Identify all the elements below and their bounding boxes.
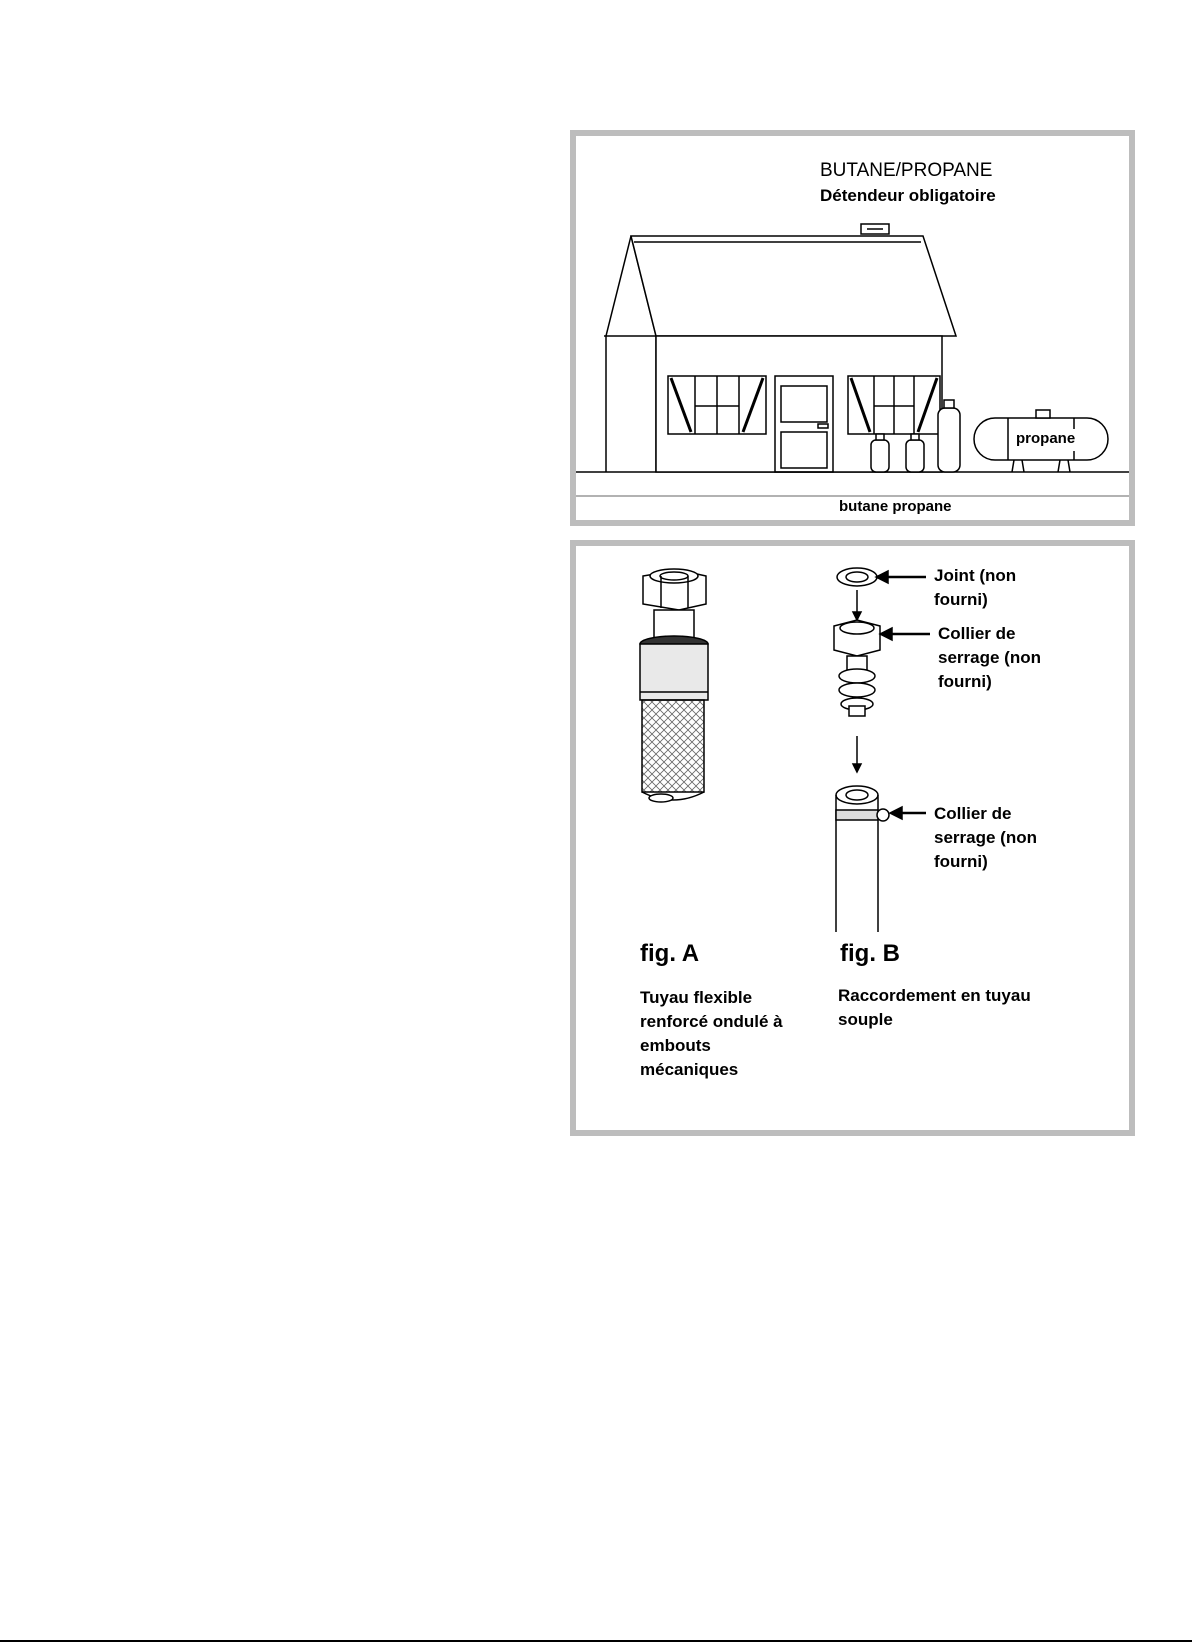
callout-collier-1: Collier de serrage (non fourni) <box>938 624 1041 691</box>
fig-a-label: fig. A <box>640 940 700 967</box>
callout-joint: Joint (non fourni) <box>934 566 1017 609</box>
fig-a-hose <box>640 569 708 802</box>
hose-connection-diagram <box>570 540 1135 1136</box>
fig-b-caption: Raccordement en tuyau souple <box>838 986 1031 1029</box>
gas-installation-diagram <box>570 130 1135 526</box>
callout-collier-2: Collier de serrage (non fourni) <box>934 804 1037 871</box>
bottles-label: butane propane <box>839 498 952 515</box>
fig-a-caption: Tuyau flexible renforcé ondulé à embouts mécaniques <box>640 988 783 1079</box>
fig-b-fittings <box>834 568 930 932</box>
diagram-title: BUTANE/PROPANE <box>820 160 993 181</box>
page-bottom-rule <box>0 1640 1192 1642</box>
diagram-subtitle: Détendeur obligatoire <box>820 186 996 205</box>
tank-label: propane <box>1016 430 1076 447</box>
fig-b-label: fig. B <box>840 940 900 967</box>
